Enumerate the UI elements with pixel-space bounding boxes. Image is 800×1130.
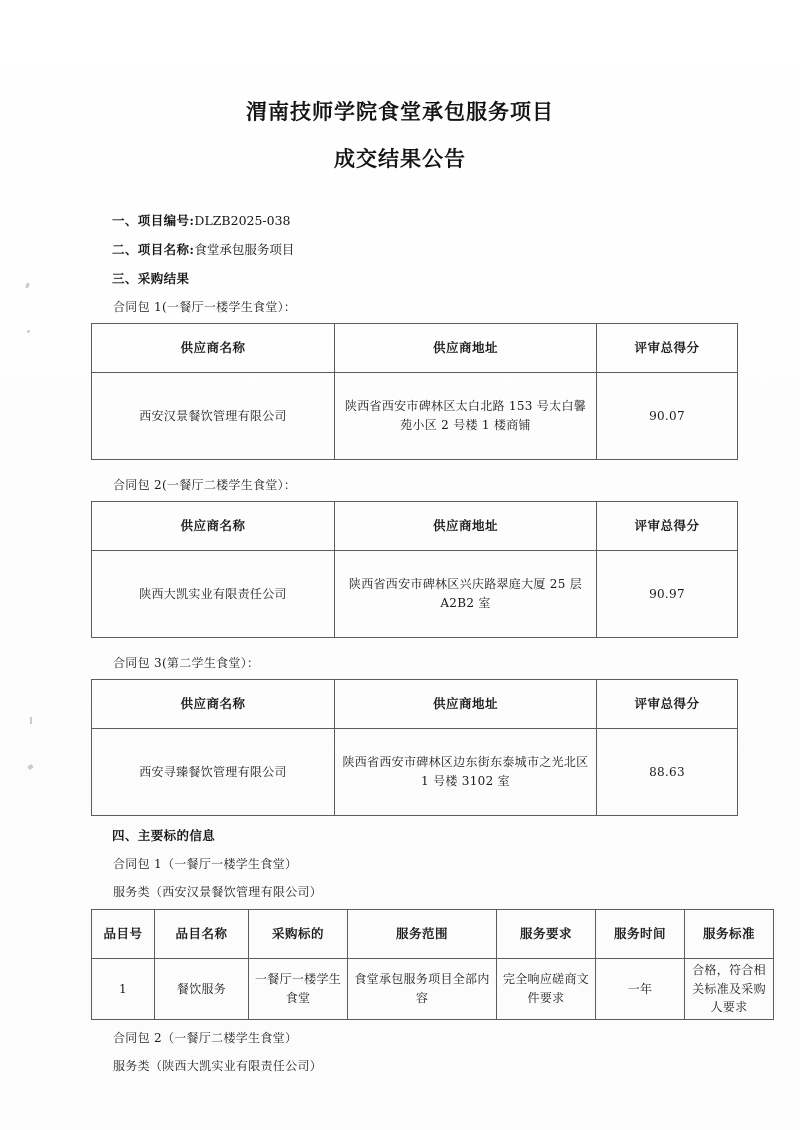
cell-total-score: 90.07 — [597, 373, 738, 460]
header-supplier-address: 供应商地址 — [335, 502, 597, 551]
header-purchase-target: 采购标的 — [249, 910, 348, 959]
header-total-score: 评审总得分 — [597, 502, 738, 551]
table-header-row — [92, 910, 774, 959]
cell-supplier-address: 陕西省西安市碑林区兴庆路翠庭大厦 25 层 A2B2 室 — [335, 551, 597, 638]
package-2-table-wrap — [91, 501, 710, 638]
table-row — [92, 729, 738, 816]
section-main-target-info: 四、主要标的信息 — [112, 828, 216, 843]
package-1-table — [91, 323, 738, 460]
document-title-line-1: 渭南技师学院食堂承包服务项目 — [246, 99, 554, 124]
header-item-no: 品目号 — [92, 910, 155, 959]
table-header-row — [92, 680, 738, 729]
cell-supplier-address: 陕西省西安市碑林区边东街东泰城市之光北区 1 号楼 3102 室 — [335, 729, 597, 816]
cell-total-score: 88.63 — [597, 729, 738, 816]
table-header-row — [92, 324, 738, 373]
package-3-table — [91, 679, 738, 816]
cell-purchase-target: 一餐厅一楼学生食堂 — [249, 959, 348, 1020]
project-name-label: 二、项目名称: — [112, 242, 195, 257]
header-supplier-address: 供应商地址 — [335, 324, 597, 373]
header-total-score: 评审总得分 — [597, 324, 738, 373]
table-row — [92, 959, 774, 1020]
cell-service-scope: 食堂承包服务项目全部内容 — [348, 959, 497, 1020]
project-number-value: DLZB2025-038 — [194, 213, 291, 228]
header-supplier-name: 供应商名称 — [92, 324, 335, 373]
project-number-label: 一、项目编号: — [112, 213, 195, 228]
package-3-table-wrap — [91, 679, 710, 816]
target-items-table — [91, 909, 774, 1020]
section-project-number — [112, 211, 800, 229]
header-supplier-name: 供应商名称 — [92, 680, 335, 729]
package-2-caption: 合同包 2(一餐厅二楼学生食堂）： — [113, 478, 297, 492]
package-1-table-wrap — [91, 323, 710, 460]
header-supplier-name: 供应商名称 — [92, 502, 335, 551]
table-header-row — [92, 502, 738, 551]
cell-item-name: 餐饮服务 — [155, 959, 249, 1020]
document-title-line-2: 成交结果公告 — [334, 146, 466, 171]
package-2-table — [91, 501, 738, 638]
cell-supplier-name: 陕西大凯实业有限责任公司 — [92, 551, 335, 638]
table-row — [92, 373, 738, 460]
cell-service-duration: 一年 — [596, 959, 685, 1020]
section-project-name — [112, 240, 800, 258]
cell-supplier-address: 陕西省西安市碑林区太白北路 153 号太白馨苑小区 2 号楼 1 楼商铺 — [335, 373, 597, 460]
target-package-1-category: 服务类（西安汉景餐饮管理有限公司） — [113, 885, 323, 899]
package-1-caption: 合同包 1(一餐厅一楼学生食堂）： — [113, 300, 297, 314]
header-item-name: 品目名称 — [155, 910, 249, 959]
project-name-value: 食堂承包服务项目 — [194, 242, 295, 257]
header-total-score: 评审总得分 — [597, 680, 738, 729]
header-service-scope: 服务范围 — [348, 910, 497, 959]
header-service-requirement: 服务要求 — [497, 910, 596, 959]
cell-total-score: 90.97 — [597, 551, 738, 638]
cell-item-no: 1 — [92, 959, 155, 1020]
cell-supplier-name: 西安汉景餐饮管理有限公司 — [92, 373, 335, 460]
cell-service-requirement: 完全响应磋商文件要求 — [497, 959, 596, 1020]
cell-supplier-name: 西安寻臻餐饮管理有限公司 — [92, 729, 335, 816]
target-package-2-caption: 合同包 2（一餐厅二楼学生食堂） — [113, 1030, 298, 1045]
table-row — [92, 551, 738, 638]
header-supplier-address: 供应商地址 — [335, 680, 597, 729]
package-3-caption: 合同包 3(第二学生食堂）： — [113, 656, 260, 670]
section-purchase-result: 三、采购结果 — [112, 271, 190, 286]
target-package-2-category: 服务类（陕西大凯实业有限责任公司） — [113, 1058, 323, 1073]
cell-service-standard: 合格，符合相关标准及采购人要求 — [685, 959, 774, 1020]
header-service-duration: 服务时间 — [596, 910, 685, 959]
target-items-table-wrap — [91, 909, 766, 1020]
header-service-standard: 服务标准 — [685, 910, 774, 959]
target-package-1-caption: 合同包 1（一餐厅一楼学生食堂） — [113, 857, 298, 871]
